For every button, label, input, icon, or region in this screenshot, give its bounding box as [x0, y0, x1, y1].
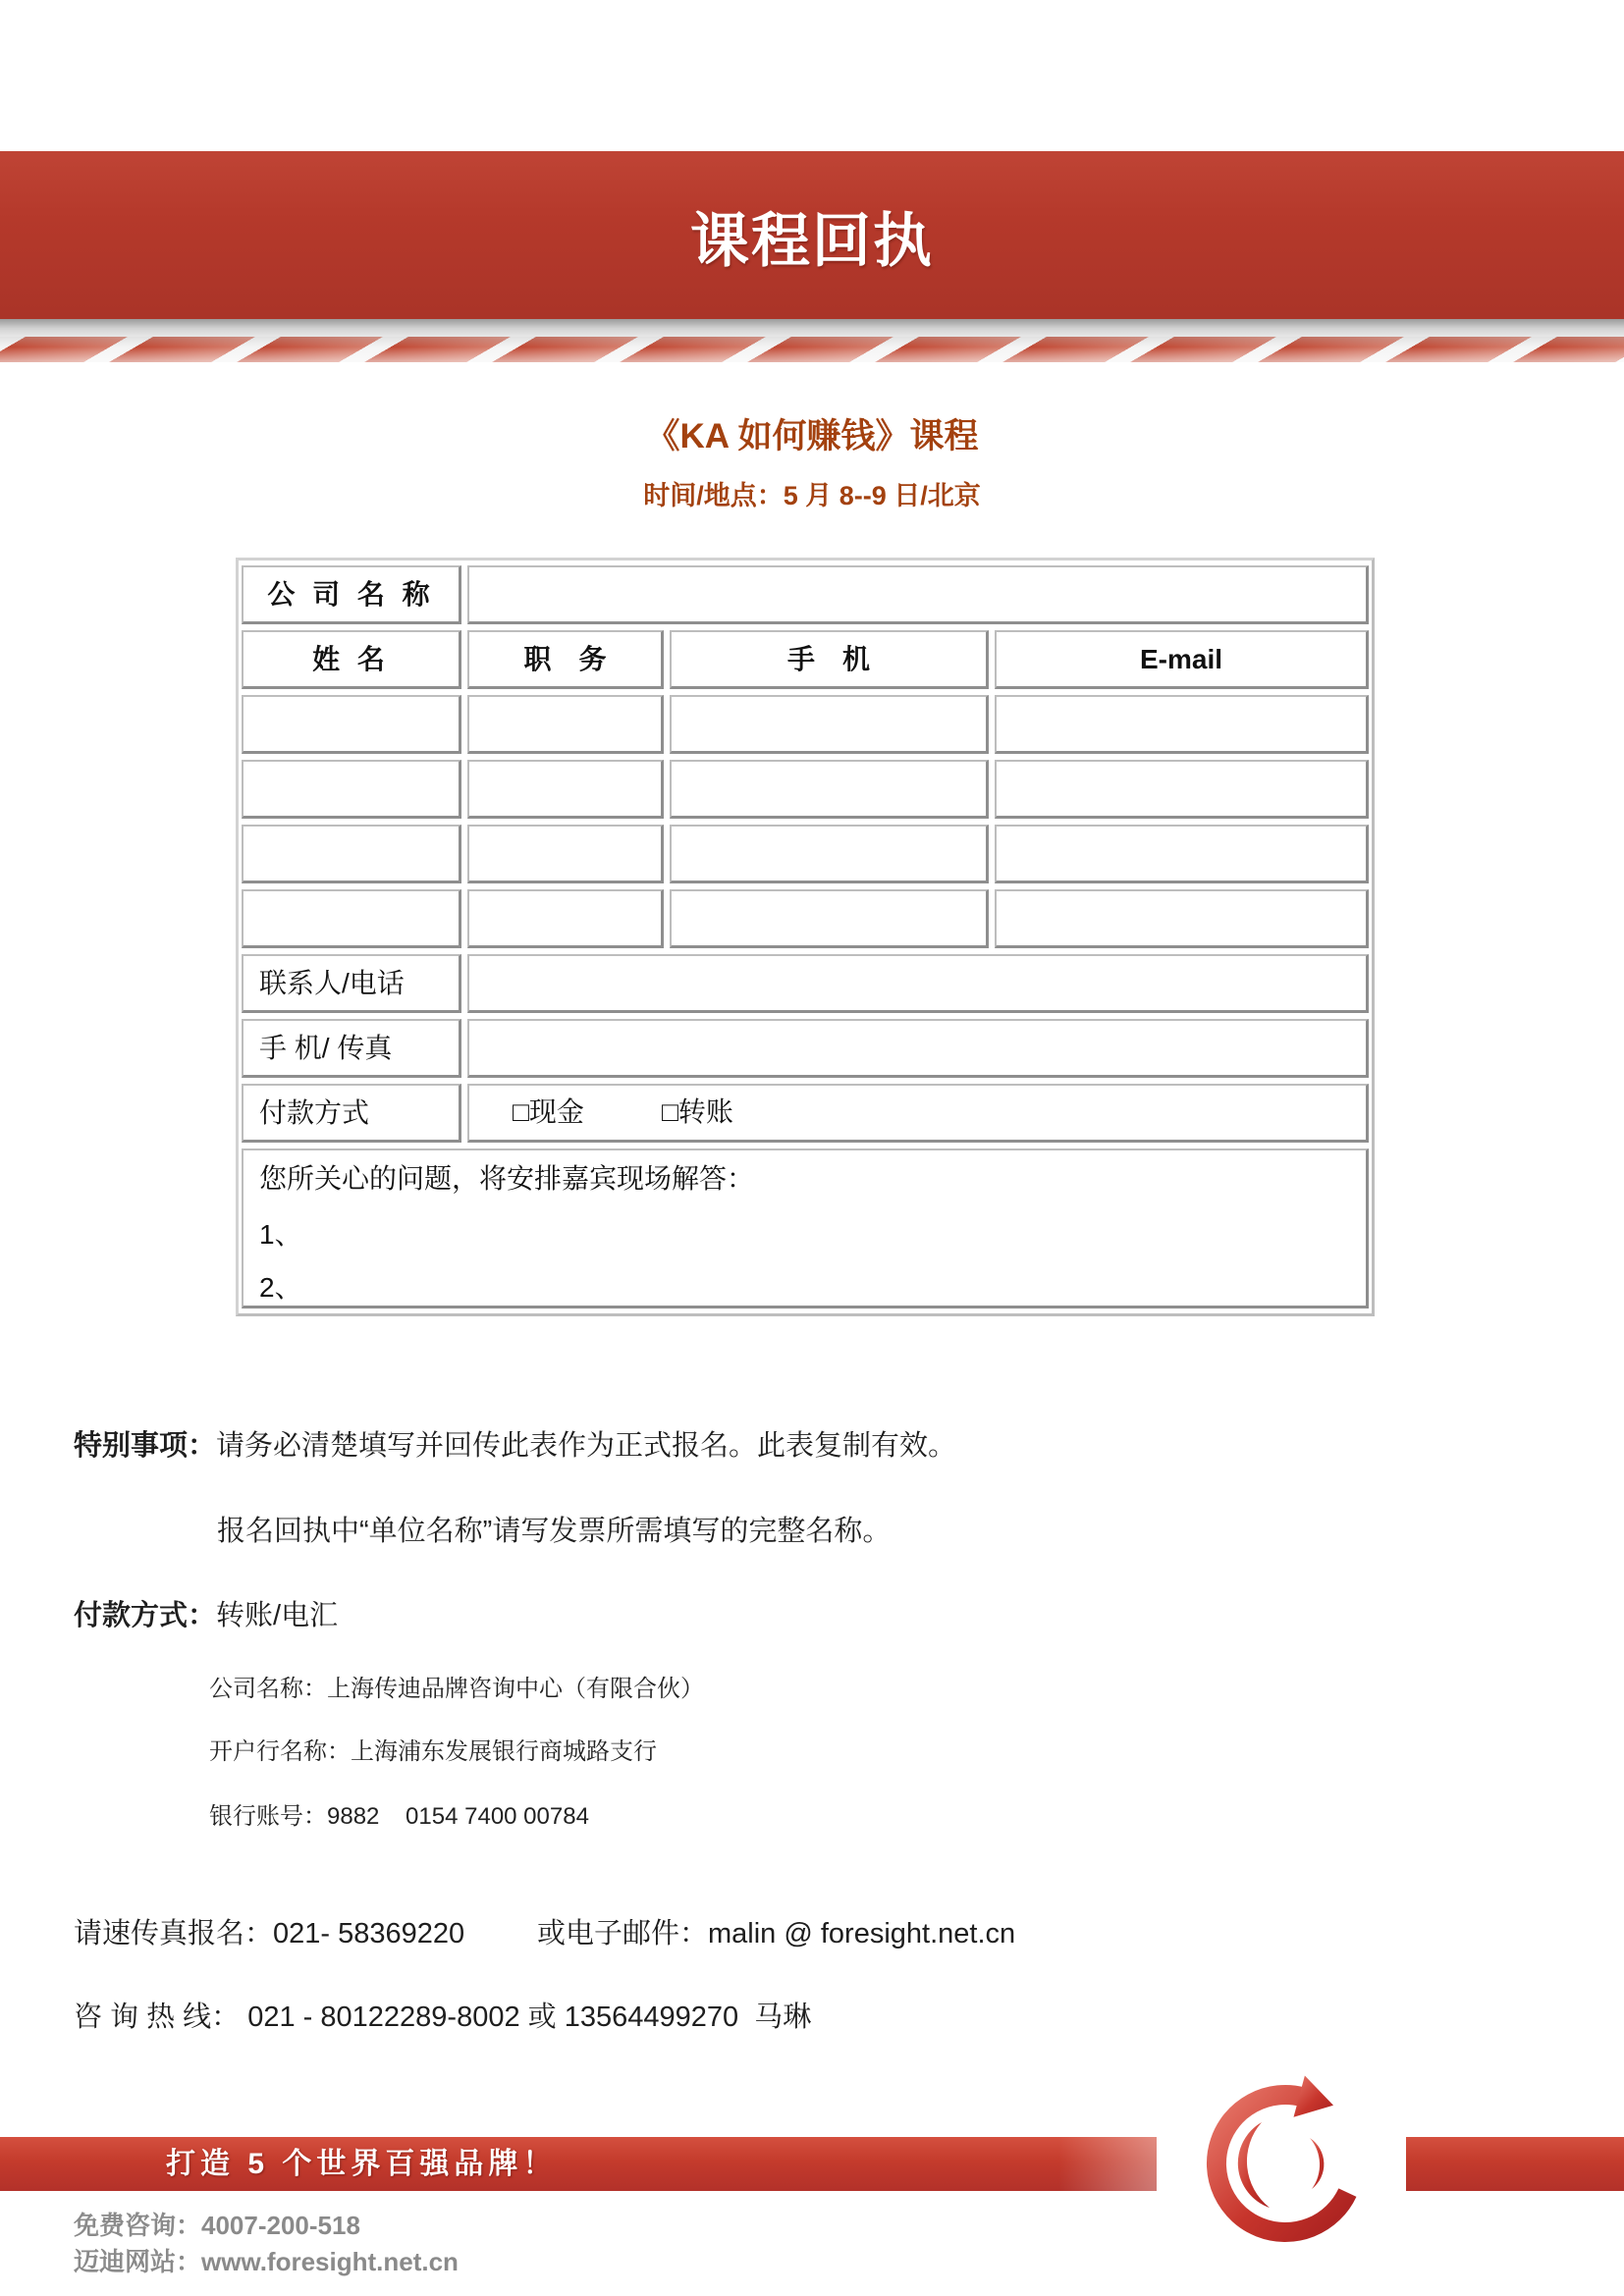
column-header-mobile: 手 机 — [670, 630, 989, 689]
column-header-name: 姓 名 — [242, 630, 461, 689]
payment-method-label: 付款方式： — [74, 1600, 217, 1631]
column-header-email: E-mail — [995, 630, 1369, 689]
attendee-name-cell — [242, 760, 461, 819]
payment-option-transfer: □转账 — [662, 1096, 733, 1127]
footer-band-right — [1406, 2137, 1624, 2191]
header-stripes-fade — [0, 337, 1624, 362]
contact-label-cell: 联系人/电话 — [242, 954, 461, 1013]
logo-swoosh-right — [1310, 2138, 1324, 2189]
attendee-title-cell — [467, 695, 664, 754]
email-registration: 或电子邮件：malin @ foresight.net.cn — [537, 1918, 1016, 1949]
payment-options-cell — [467, 1084, 1369, 1143]
attendee-row — [239, 695, 1372, 754]
company-row — [239, 565, 1372, 624]
question-item-2: 2、 — [259, 1272, 302, 1303]
attendee-email-cell — [995, 825, 1369, 883]
attendee-email-cell — [995, 889, 1369, 948]
mobile-fax-value-cell — [467, 1019, 1369, 1078]
special-notes-text: 请务必清楚填写并回传此表作为正式报名。此表复制有效。 — [216, 1430, 957, 1462]
contact-value-cell — [467, 954, 1369, 1013]
attendee-name-cell — [242, 889, 461, 948]
attendee-mobile-cell — [670, 889, 989, 948]
questions-row — [239, 1148, 1372, 1308]
payment-row — [239, 1084, 1372, 1143]
payment-method-line — [74, 1598, 338, 1633]
contact-row — [239, 954, 1372, 1013]
attendee-row — [239, 760, 1372, 819]
attendee-title-cell — [467, 760, 664, 819]
free-consult-line: 免费咨询：4007-200-518 — [74, 2211, 360, 2240]
special-notes-label: 特别事项： — [74, 1430, 217, 1462]
questions-prompt: 您所关心的问题，将安排嘉宾现场解答： — [259, 1163, 755, 1194]
page-title: 课程回执 — [690, 208, 934, 274]
course-title: 《KA 如何赚钱》课程 — [645, 417, 979, 455]
attendee-row — [239, 825, 1372, 883]
column-header-row — [239, 630, 1372, 689]
fax-registration: 请速传真报名：021- 58369220 — [74, 1918, 465, 1949]
attendee-mobile-cell — [670, 825, 989, 883]
payment-label-cell: 付款方式 — [242, 1084, 461, 1143]
special-notes-text-2: 报名回执中“单位名称”请写发票所需填写的完整名称。 — [217, 1516, 892, 1547]
attendee-title-cell — [467, 825, 664, 883]
attendee-mobile-cell — [670, 695, 989, 754]
payment-method-value: 转账/电汇 — [216, 1600, 339, 1631]
payee-bank: 开户行名称：上海浦东发展银行商城路支行 — [209, 1738, 657, 1765]
registration-table — [236, 558, 1375, 1316]
footer-band-fade — [1058, 2137, 1157, 2191]
mobile-fax-label-cell: 手 机/ 传真 — [242, 1019, 461, 1078]
logo-swoosh-left — [1238, 2122, 1270, 2208]
footer-slogan: 打造 5 个世界百强品牌！ — [166, 2148, 558, 2180]
attendee-mobile-cell — [670, 760, 989, 819]
payment-option-cash: □现金 — [513, 1096, 584, 1127]
company-label-cell: 公 司 名 称 — [242, 565, 461, 624]
logo-icon — [1194, 2075, 1377, 2244]
logo-arc — [1217, 2095, 1347, 2232]
website-line: 迈迪网站：www.foresight.net.cn — [74, 2247, 459, 2276]
attendee-name-cell — [242, 825, 461, 883]
logo-arrowhead — [1294, 2076, 1334, 2117]
attendee-name-cell — [242, 695, 461, 754]
question-item-1: 1、 — [259, 1219, 302, 1250]
hotline: 咨 询 热 线： 021 - 80122289-8002 或 13564499270 马琳 — [74, 2002, 812, 2033]
attendee-email-cell — [995, 695, 1369, 754]
company-value-cell — [467, 565, 1369, 624]
mobile-fax-row — [239, 1019, 1372, 1078]
questions-cell — [242, 1148, 1369, 1308]
column-header-title: 职 务 — [467, 630, 664, 689]
special-notes-line — [74, 1428, 956, 1464]
payee-account: 银行账号：9882 0154 7400 00784 — [209, 1803, 589, 1830]
payee-company: 公司名称：上海传迪品牌咨询中心（有限合伙） — [209, 1676, 704, 1702]
attendee-row — [239, 889, 1372, 948]
attendee-email-cell — [995, 760, 1369, 819]
attendee-title-cell — [467, 889, 664, 948]
course-schedule: 时间/地点：5 月 8--9 日/北京 — [643, 481, 981, 510]
